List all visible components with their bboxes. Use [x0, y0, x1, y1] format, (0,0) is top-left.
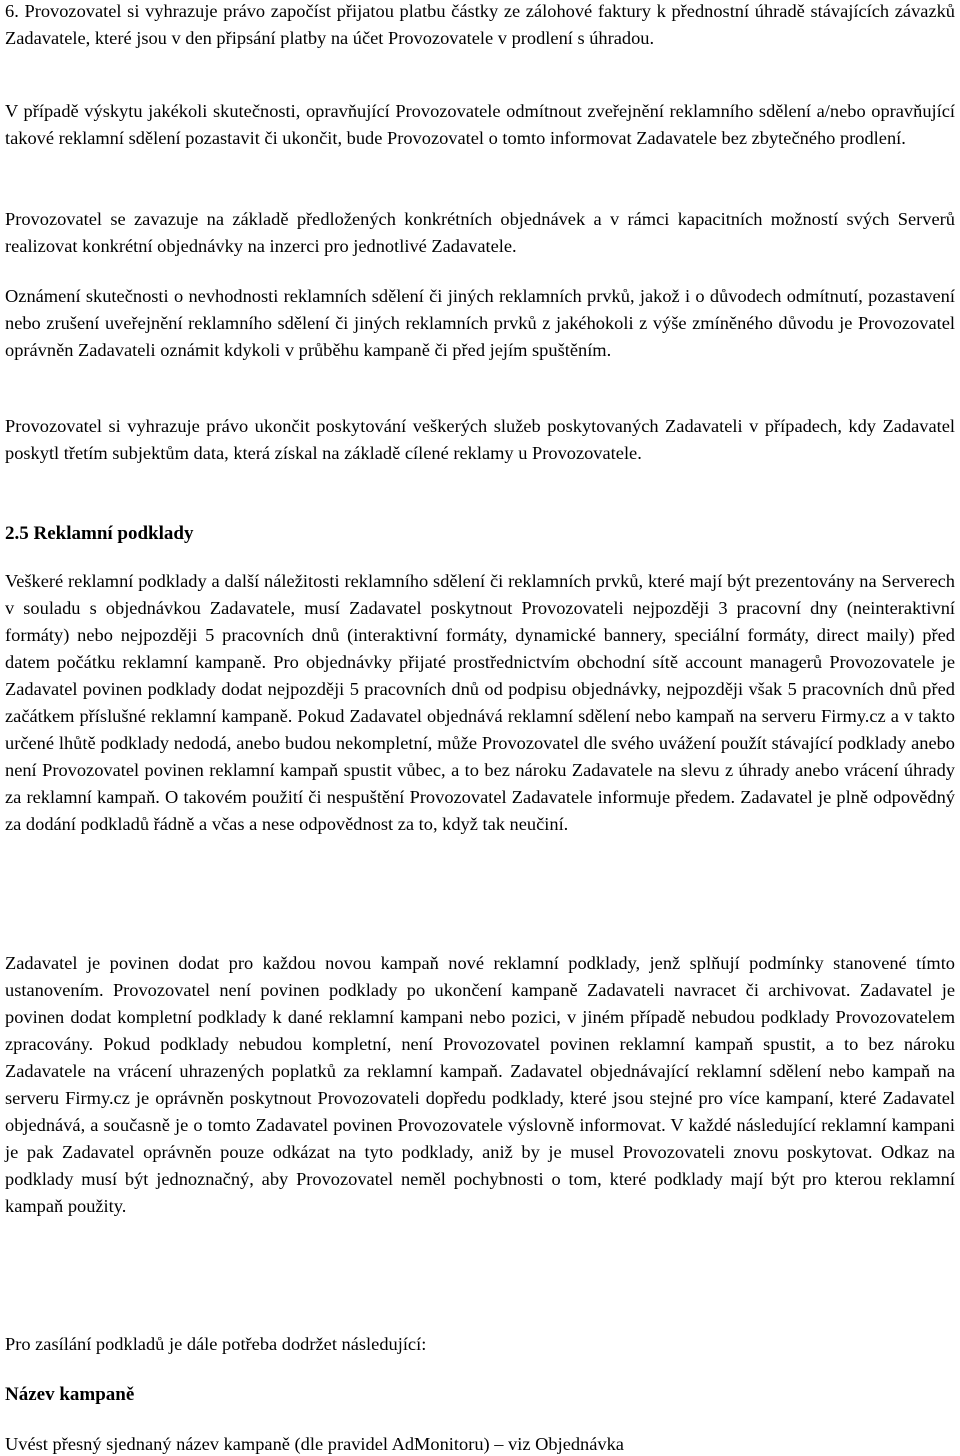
- list-item-text: Provozovatel si vyhrazuje právo započíst přijatou platbu částky ze zálohové faktury k přednostní úhradě stávajících závazků Zadavatele, které jsou v den připsání platby na účet Provozovatele v prodlení s úhradou.: [5, 1, 955, 48]
- paragraph: Oznámení skutečnosti o nevhodnosti reklamních sdělení či jiných reklamních prvků, jakož i o důvodech odmítnutí, pozastavení nebo zrušení uveřejnění reklamního sdělení či jiných reklamních prvků z jakéhokoli z výše zmíněného důvodu je Provozovatel oprávněn Zadavateli oznámit kdykoli v průběhu kampaně či před jejím spuštěním.: [5, 286, 955, 360]
- final-line: Uvést přesný sjednaný název kampaně (dle pravidel AdMonitoru) – viz Objednávka: [5, 1434, 624, 1454]
- section-heading: 2.5 Reklamní podklady: [5, 523, 194, 544]
- paragraph: V případě výskytu jakékoli skutečnosti, opravňující Provozovatele odmítnout zveřejnění reklamního sdělení a/nebo opravňující takové reklamní sdělení pozastavit či ukončit, bude Provozovatel o tomto informovat Zadavatele bez zbytečného prodlení.: [5, 101, 955, 148]
- subheading: Název kampaně: [5, 1384, 135, 1405]
- section-paragraph: Zadavatel je povinen dodat pro každou novou kampaň nové reklamní podklady, jenž splňují podmínky stanovené tímto ustanovením. Provozovatel není povinen podklady po ukončení kampaně Zadavateli navracet či archivovat. Zadavatel je povinen dodat kompletní podklady k dané reklamní kampani nebo pozici, v jiném případě nebudou podklady Provozovatelem zpracovány. Pokud podklady nebudou kompletní, není Provozovatel povinen reklamní kampaň spustit, a to bez nároku Zadavatele na vrácení uhrazených poplatků za reklamní kampaň. Zadavatel objednávající reklamní sdělení nebo kampaň na serveru Firmy.cz je oprávněn poskytnout Provozovateli dopředu podklady, které jsou stejné pro více kampaní, které Zadavatel objednává, a současně je o tomto Zadavatel povinen Provozovatele výslovně informovat. V každé následující reklamní kampani je pak Zadavatel oprávněn pouze odkázat na tyto podklady, aniž by je musel Provozovateli znovu poskytovat. Odkaz na podklady musí být jednoznačný, aby Provozovatel neměl pochybnosti o tom, které podklady mají být pro kterou reklamní kampaň použity.: [5, 953, 955, 1216]
- section-paragraph: Pro zasílání podkladů je dále potřeba dodržet následující:: [5, 1334, 427, 1354]
- paragraph: Provozovatel si vyhrazuje právo ukončit poskytování veškerých služeb poskytovaných Zadavateli v případech, kdy Zadavatel poskytl třetím subjektům data, která získal na základě cílené reklamy u Provozovatele.: [5, 416, 955, 463]
- section-paragraph: Veškeré reklamní podklady a další náležitosti reklamního sdělení či reklamních prvků, které mají být prezentovány na Serverech v souladu s objednávkou Zadavatele, musí Zadavatel poskytnout Provozovateli nejpozději 3 pracovní dny (neinteraktivní formáty) nebo nejpozději 5 pracovních dnů (interaktivní formáty, dynamické bannery, speciální formáty, direct maily) před datem počátku reklamní kampaně. Pro objednávky přijaté prostřednictvím obchodní sítě account managerů Provozovatele je Zadavatel povinen podklady dodat nejpozději 5 pracovních dnů od podpisu objednávky, nejpozději však 5 pracovních dnů před začátkem příslušné reklamní kampaně. Pokud Zadavatel objednává reklamní sdělení nebo kampaň na serveru Firmy.cz a v takto určené lhůtě podklady nedodá, anebo budou nekompletní, může Provozovatel dle svého uvážení použít stávající podklady anebo není Provozovatel povinen reklamní kampaň spustit vůbec, a to bez nároku Zadavatele na slevu z úhrady anebo vrácení úhrady za reklamní kampaň. O takovém použití či nespuštění Provozovatel Zadavatele informuje předem. Zadavatel je plně odpovědný za dodání podkladů řádně a včas a nese odpovědnost za to, když tak neučiní.: [5, 571, 955, 834]
- paragraph: Provozovatel se zavazuje na základě předložených konkrétních objednávek a v rámci kapacitních možností svých Serverů realizovat konkrétní objednávky na inzerci pro jednotlivé Zadavatele.: [5, 209, 955, 256]
- list-item-6: [5, 0, 955, 52]
- list-item-number: 6.: [5, 1, 19, 21]
